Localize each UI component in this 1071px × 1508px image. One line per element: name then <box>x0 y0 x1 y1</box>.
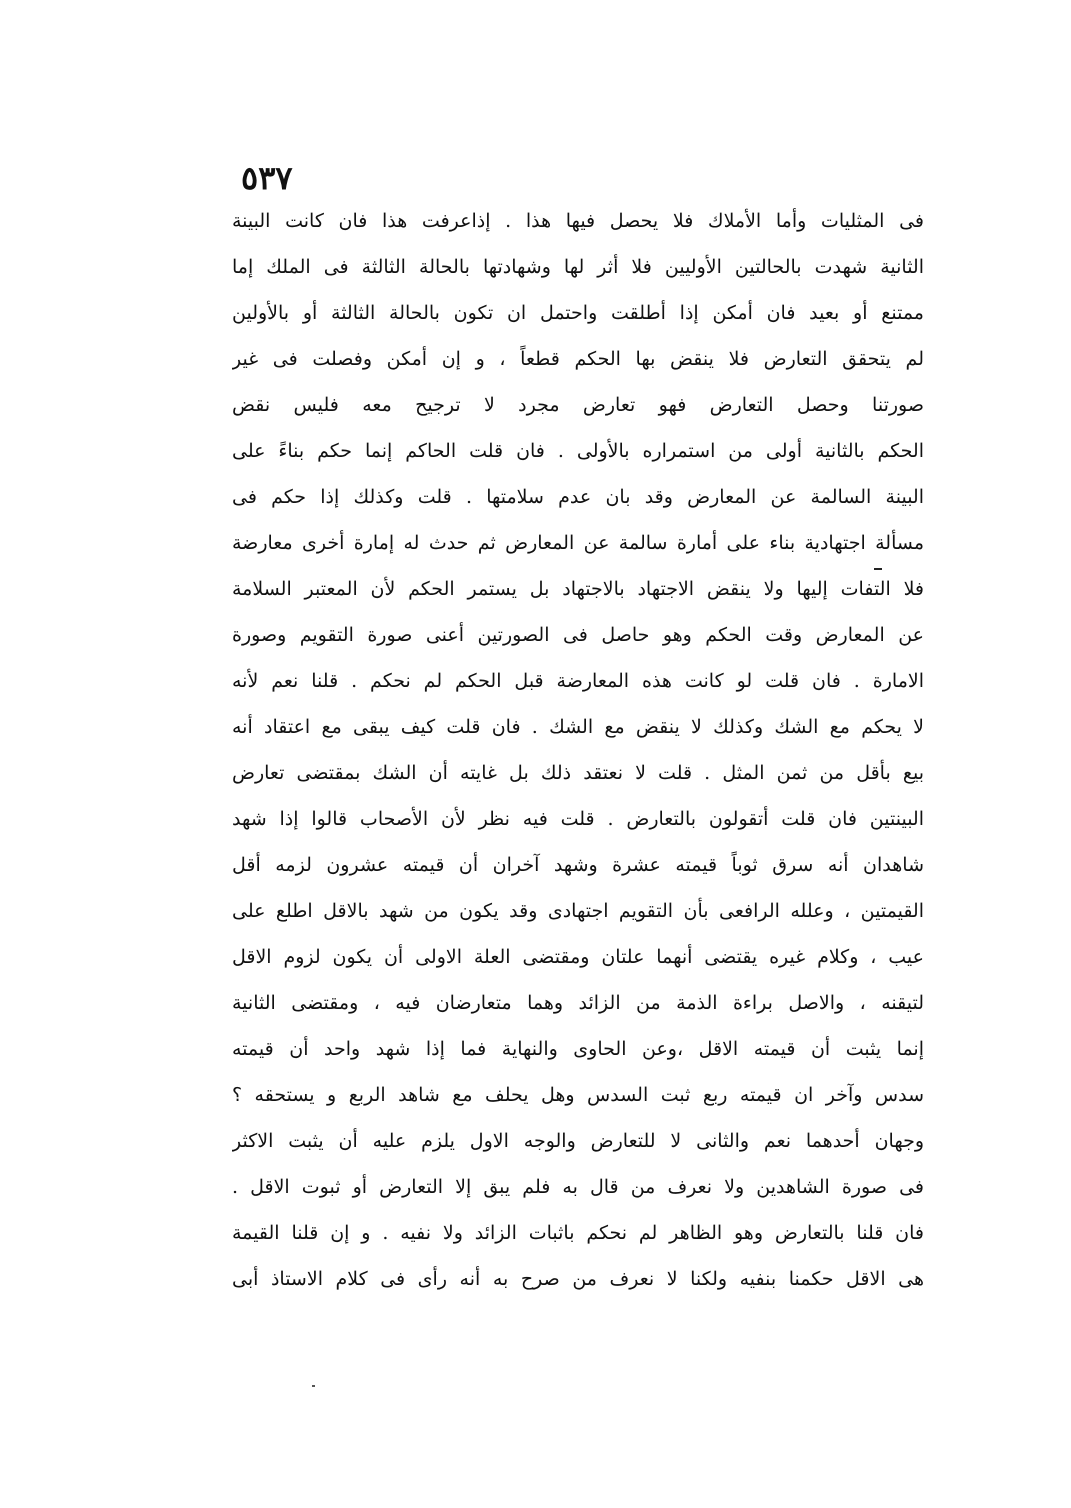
text-line: بيع بأقل من ثمن المثل . قلت لا نعتقد ذلك بل غايته أن الشك بمقتضى تعارض <box>232 762 924 784</box>
text-line: مسألة اجتهادية بناء على أمارة سالمة عن المعارض ثم حدث له إمارة أخرى معارضة <box>232 532 924 554</box>
text-line: فى المثليات وأما الأملاك فلا يحصل فيها هذا . إذاعرفت هذا فان كانت البينة <box>232 210 924 232</box>
text-line: صورتنا وحصل التعارض فهو تعارض مجرد لا ترجيح معه فليس نقض <box>232 394 924 416</box>
text-line: وجهان أحدهما نعم والثانى لا للتعارض والوجه الاول يلزم عليه أن يثبت الاكثر <box>232 1130 924 1152</box>
text-line: لا يحكم مع الشك وكذلك لا ينقض مع الشك . فان قلت كيف يبقى مع اعتقاد أنه <box>232 716 924 738</box>
text-line: فلا التفات إليها ولا ينقض الاجتهاد بالاجتهاد بل يستمر الحكم لأن المعتبر السلامة <box>232 578 924 600</box>
text-line: هى الاقل حكمنا بنفيه ولكنا لا نعرف من صرح به أنه رأى فى كلام الاستاذ أبى <box>232 1268 924 1290</box>
text-line: شاهدان أنه سرق ثوباً قيمته عشرة وشهد آخران أن قيمته عشرون لزمه أقل <box>232 854 924 876</box>
text-line: لتيقنه ، والاصل براءة الذمة من الزائد وهما متعارضان فيه ، ومقتضى الثانية <box>232 992 924 1014</box>
text-line: إنما يثبت أن قيمته الاقل ،وعن الحاوى والنهاية فما إذا شهد واحد أن قيمته <box>232 1038 924 1060</box>
text-line: الحكم بالثانية أولى من استمراره بالأولى . فان قلت الحاكم إنما حكم بناءً على <box>232 440 924 462</box>
text-line: عن المعارض وقت الحكم وهو حاصل فى الصورتين أعنى صورة التقويم وصورة <box>232 624 924 646</box>
page-number: ٥٣٧ <box>241 159 293 197</box>
text-line: سدس وآخر ان قيمته ربع ثبت السدس وهل يحلف مع شاهد الربع و يستحقه ؟ <box>232 1084 924 1106</box>
text-line: الامارة . فان قلت لو كانت هذه المعارضة قبل الحكم لم نحكم . قلنا نعم لأنه <box>232 670 924 692</box>
text-line: لم يتحقق التعارض فلا ينقض بها الحكم قطعاً ، و إن أمكن وفصلت فى غير <box>232 348 924 370</box>
text-line: عيب ، وكلام غيره يقتضى أنهما علتان ومقتضى العلة الاولى أن يكون لزوم الاقل <box>232 946 924 968</box>
text-line: الثانية شهدت بالحالتين الأوليين فلا أثر لها وشهادتها بالحالة الثالثة فى الملك إما <box>232 256 924 278</box>
text-line: البينتين فان قلت أتقولون بالتعارض . قلت فيه نظر لأن الأصحاب قالوا إذا شهد <box>232 808 924 830</box>
text-line: البينة السالمة عن المعارض وقد بان عدم سلامتها . قلت وكذلك إذا حكم فى <box>232 486 924 508</box>
text-line: فى صورة الشاهدين ولا نعرف من قال به فلم يبق إلا التعارض أو ثبوت الاقل . <box>232 1176 924 1198</box>
text-line: القيمتين ، وعلله الرافعى بأن التقويم اجتهادى وقد يكون من شهد بالاقل اطلع على <box>232 900 924 922</box>
body-text <box>232 198 924 1302</box>
margin-dot <box>312 1385 315 1387</box>
text-line: فان قلنا بالتعارض وهو الظاهر لم نحكم باثبات الزائد ولا نفيه . و إن قلنا القيمة <box>232 1222 924 1244</box>
text-line: ممتنع أو بعيد فان أمكن إذا أطلقت واحتمل ان تكون بالحالة الثالثة أو بالأولين <box>232 302 924 324</box>
